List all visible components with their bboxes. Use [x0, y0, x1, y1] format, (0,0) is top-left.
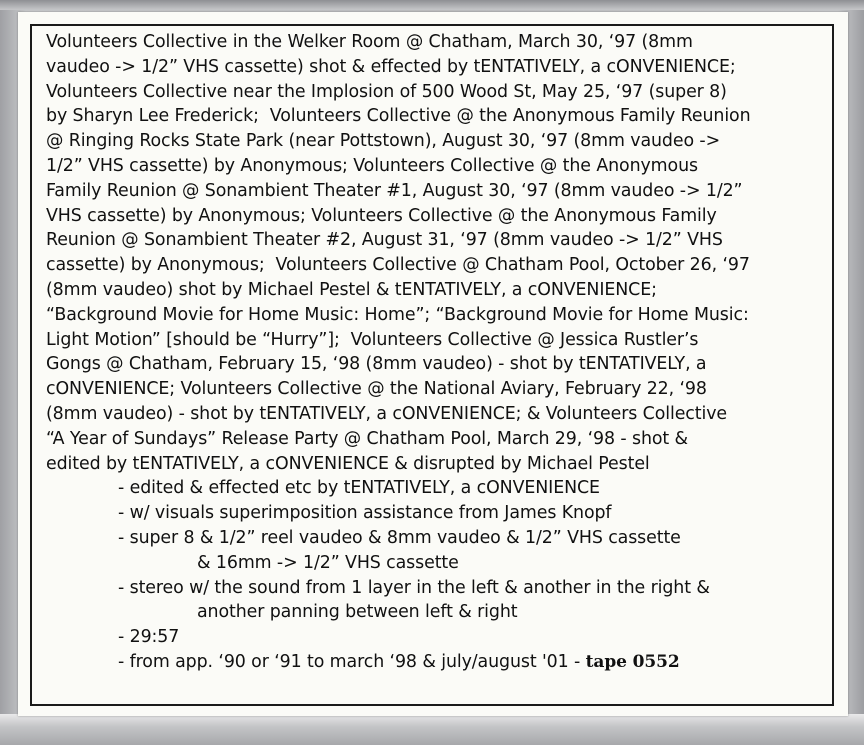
credit-formats-continued: & 16mm -> 1/2” VHS cassette — [197, 552, 459, 573]
dates-text: - from app. ‘90 or ‘91 to march ‘98 & july/august '01 - — [118, 651, 586, 672]
credit-formats: - super 8 & 1/2” reel vaudeo & 8mm vaudeo & 1/2” VHS cassette — [118, 527, 681, 548]
description-line: (8mm vaudeo) shot by Michael Pestel & tENTATIVELY, a cONVENIENCE; — [46, 279, 657, 300]
case-top-edge — [0, 0, 864, 10]
description-line: “A Year of Sundays” Release Party @ Chatham Pool, March 29, ‘98 - shot & — [46, 428, 689, 449]
description-line: cassette) by Anonymous; Volunteers Collective @ Chatham Pool, October 26, ‘97 — [46, 255, 750, 276]
description-line: “Background Movie for Home Music: Home”; “Background Movie for Home Music: — [46, 304, 749, 325]
insert-text — [46, 30, 834, 675]
description-line: 1/2” VHS cassette) by Anonymous; Volunteers Collective @ the Anonymous — [46, 155, 698, 176]
description-line: Volunteers Collective near the Implosion of 500 Wood St, May 25, ‘97 (super 8) — [46, 81, 727, 102]
description-line: edited by tENTATIVELY, a cONVENIENCE & disrupted by Michael Pestel — [46, 453, 650, 474]
credit-sound-continued: another panning between left & right — [197, 602, 518, 623]
description-line: @ Ringing Rocks State Park (near Pottstown), August 30, ‘97 (8mm vaudeo -> — [46, 131, 721, 152]
description-line: Gongs @ Chatham, February 15, ‘98 (8mm vaudeo) - shot by tENTATIVELY, a — [46, 354, 707, 375]
tape-number: tape 0552 — [585, 651, 680, 672]
case-bottom-edge — [0, 714, 864, 745]
description-line: vaudeo -> 1/2” VHS cassette) shot & effected by tENTATIVELY, a cONVENIENCE; — [46, 56, 736, 77]
description-line: Family Reunion @ Sonambient Theater #1, August 30, ‘97 (8mm vaudeo -> 1/2” — [46, 180, 743, 201]
description-line: cONVENIENCE; Volunteers Collective @ the National Aviary, February 22, ‘98 — [46, 379, 707, 400]
description-line: Light Motion” [should be “Hurry”]; Volunteers Collective @ Jessica Rustler’s — [46, 329, 699, 350]
description-line: Volunteers Collective in the Welker Room @ Chatham, March 30, ‘97 (8mm — [46, 32, 693, 52]
credit-visuals: - w/ visuals superimposition assistance from James Knopf — [118, 503, 612, 524]
credit-duration: - 29:57 — [118, 627, 180, 648]
description-line: VHS cassette) by Anonymous; Volunteers Collective @ the Anonymous Family — [46, 205, 717, 226]
credit-dates — [46, 650, 834, 675]
credit-edited: - edited & effected etc by tENTATIVELY, a cONVENIENCE — [118, 478, 600, 499]
description-line: Reunion @ Sonambient Theater #2, August 31, ‘97 (8mm vaudeo -> 1/2” VHS — [46, 230, 723, 251]
description-line: (8mm vaudeo) - shot by tENTATIVELY, a cONVENIENCE; & Volunteers Collective — [46, 403, 728, 424]
description-line: by Sharyn Lee Frederick; Volunteers Collective @ the Anonymous Family Reunion — [46, 106, 751, 127]
credit-sound: - stereo w/ the sound from 1 layer in the left & another in the right & — [118, 577, 710, 598]
